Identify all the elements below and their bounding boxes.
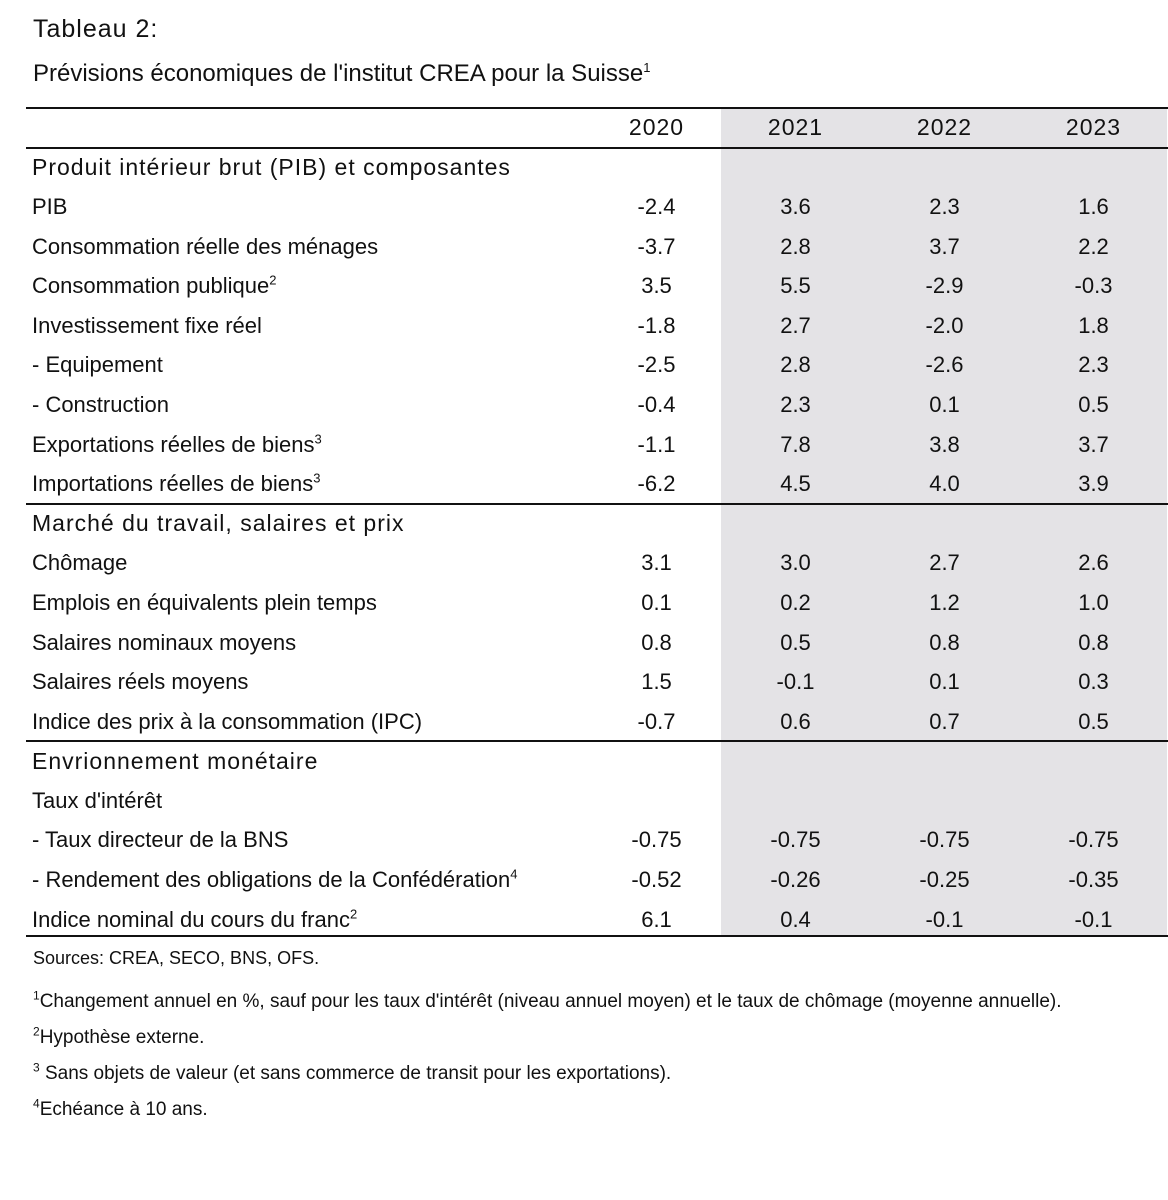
table-row [26, 227, 1168, 267]
row-label: Salaires réels moyens [32, 669, 249, 695]
value-cell: -0.75 [1068, 827, 1119, 853]
forecast-table [26, 108, 1168, 939]
value-cell: 2.7 [780, 312, 811, 338]
header-blank [26, 108, 592, 148]
row-label: Importations réelles de biens [32, 471, 314, 497]
row-label: Indice nominal du cours du franc [32, 906, 350, 932]
row-label: - Construction [32, 391, 169, 417]
section-heading: Envrionnement monétaire [32, 747, 319, 774]
sources-note: Sources: CREA, SECO, BNS, OFS. [33, 948, 320, 968]
table-row [26, 860, 1168, 900]
value-cell: 2.7 [929, 550, 960, 576]
value-cell: 2.8 [780, 352, 811, 378]
table-row [26, 544, 1168, 584]
value-cell [870, 781, 1019, 821]
value-cell: 2.3 [780, 391, 811, 417]
table-row [26, 702, 1168, 742]
value-cell: 4.5 [780, 471, 811, 497]
table-subtitle [33, 60, 650, 88]
value-cell: 1.2 [929, 589, 960, 615]
row-label: - Rendement des obligations de la Confédération [32, 867, 511, 893]
row-label-cell [26, 702, 592, 742]
row-label-cell [26, 860, 592, 900]
footnote [33, 1056, 1062, 1092]
row-label-cell [26, 781, 592, 821]
row-label: Emplois en équivalents plein temps [32, 589, 377, 615]
section-heading-row [26, 504, 1168, 544]
value-cell: 0.5 [1078, 391, 1109, 417]
row-label-cell [26, 821, 592, 861]
row-label: Indice des prix à la consommation (IPC) [32, 708, 423, 734]
value-cell: 0.6 [780, 708, 811, 734]
footnote [33, 984, 1062, 1020]
value-cell: -2.9 [925, 273, 964, 299]
value-cell: 0.5 [780, 629, 811, 655]
row-label-cell [26, 544, 592, 584]
footnote-ref: 3 [313, 470, 321, 486]
table-body [26, 148, 1168, 940]
value-cell: 7.8 [780, 431, 811, 457]
value-cell [592, 781, 721, 821]
value-cell: -0.75 [919, 827, 970, 853]
row-label-cell [26, 187, 592, 227]
row-label-cell [26, 900, 592, 940]
footnote-number: 4 [33, 1096, 40, 1111]
value-cell: -0.35 [1068, 867, 1119, 893]
table-row [26, 187, 1168, 227]
footnote [33, 1092, 1062, 1128]
value-cell: -2.6 [925, 352, 964, 378]
year-header: 2022 [916, 114, 973, 141]
value-cell: 2.3 [1078, 352, 1109, 378]
table-row [26, 662, 1168, 702]
value-cell: -0.25 [919, 867, 970, 893]
value-cell: 4.0 [929, 471, 960, 497]
value-cell: -0.7 [637, 708, 676, 734]
row-label: - Taux directeur de la BNS [32, 827, 289, 853]
section-heading: Produit intérieur brut (PIB) et composantes [32, 153, 511, 180]
value-cell: 0.4 [780, 906, 811, 932]
value-cell: 0.8 [1078, 629, 1109, 655]
table-row [26, 266, 1168, 306]
value-cell: 0.1 [929, 669, 960, 695]
footnote-text: Hypothèse externe. [39, 1027, 205, 1048]
row-label: Chômage [32, 550, 128, 576]
value-cell: 3.7 [1078, 431, 1109, 457]
value-cell: 0.7 [929, 708, 960, 734]
value-cell: -1.8 [637, 312, 676, 338]
row-label-cell [26, 346, 592, 386]
row-label: Taux d'intérêt [32, 787, 163, 813]
table-row [26, 583, 1168, 623]
value-cell [1019, 781, 1168, 821]
row-label: - Equipement [32, 352, 163, 378]
row-label-cell [26, 385, 592, 425]
value-cell: 3.5 [641, 273, 672, 299]
value-cell: -0.3 [1074, 273, 1113, 299]
value-cell: 0.1 [641, 589, 672, 615]
value-cell: 0.5 [1078, 708, 1109, 734]
table-row [26, 306, 1168, 346]
section-heading: Marché du travail, salaires et prix [32, 510, 405, 537]
footnote-number: 3 [33, 1060, 40, 1075]
row-label: Investissement fixe réel [32, 312, 262, 338]
value-cell: -2.4 [637, 193, 676, 219]
footnote-number: 2 [33, 1024, 40, 1039]
year-header-row [26, 108, 1168, 148]
table-row [26, 346, 1168, 386]
year-header: 2023 [1065, 114, 1122, 141]
footnote-ref: 4 [510, 866, 518, 882]
value-cell [721, 781, 870, 821]
value-cell: 2.3 [929, 193, 960, 219]
value-cell: 2.6 [1078, 550, 1109, 576]
value-cell: -0.75 [631, 827, 682, 853]
value-cell: -0.1 [776, 669, 815, 695]
value-cell: 3.9 [1078, 471, 1109, 497]
value-cell: -0.52 [631, 867, 682, 893]
table-row [26, 425, 1168, 465]
table-row [26, 464, 1168, 504]
footnote-ref: 2 [269, 272, 277, 288]
footnote-text: Sans objets de valeur (et sans commerce de transit pour les exportations). [39, 1063, 672, 1084]
value-cell: -2.0 [925, 312, 964, 338]
value-cell: 3.0 [780, 550, 811, 576]
year-header: 2020 [628, 114, 685, 141]
row-label-cell [26, 306, 592, 346]
value-cell: 0.8 [641, 629, 672, 655]
value-cell: 0.1 [929, 391, 960, 417]
value-cell: -0.75 [770, 827, 821, 853]
table-title: Tableau 2: [33, 15, 159, 43]
value-cell: 5.5 [780, 273, 811, 299]
row-label: Consommation réelle des ménages [32, 233, 379, 259]
row-label: PIB [32, 193, 68, 219]
row-label-cell [26, 425, 592, 465]
value-cell: 0.2 [780, 589, 811, 615]
footnote-ref: 3 [314, 431, 322, 447]
value-cell: 6.1 [641, 906, 672, 932]
value-cell: 2.8 [780, 233, 811, 259]
value-cell: -3.7 [637, 233, 676, 259]
row-label: Consommation publique [32, 273, 270, 299]
table-row [26, 385, 1168, 425]
value-cell: 1.6 [1078, 193, 1109, 219]
table-row [26, 900, 1168, 940]
value-cell: -6.2 [637, 471, 676, 497]
value-cell: -0.1 [925, 906, 964, 932]
footnote [33, 1020, 1062, 1056]
row-label-cell [26, 266, 592, 306]
value-cell: 0.8 [929, 629, 960, 655]
value-cell: 0.3 [1078, 669, 1109, 695]
footnote-text: Changement annuel en %, sauf pour les taux d'intérêt (niveau annuel moyen) et le taux de chômage (moyenne annuelle). [39, 991, 1062, 1012]
value-cell: 2.2 [1078, 233, 1109, 259]
footnotes [33, 984, 1062, 1128]
value-cell: -1.1 [637, 431, 676, 457]
footnote-ref: 2 [349, 906, 358, 922]
footnote-text: Echéance à 10 ans. [39, 1099, 208, 1120]
table-row [26, 821, 1168, 861]
value-cell: -0.4 [637, 391, 676, 417]
value-cell: 1.8 [1078, 312, 1109, 338]
value-cell: -2.5 [637, 352, 676, 378]
row-label: Exportations réelles de biens [32, 431, 315, 457]
row-label-cell [26, 662, 592, 702]
value-cell: 3.1 [641, 550, 672, 576]
value-cell: -0.1 [1074, 906, 1113, 932]
row-label: Salaires nominaux moyens [32, 629, 297, 655]
row-label-cell [26, 464, 592, 504]
table-row [26, 623, 1168, 663]
footnote-number: 1 [33, 988, 40, 1003]
value-cell: 3.7 [929, 233, 960, 259]
subtitle-text: Prévisions économiques de l'institut CREA pour la Suisse [33, 60, 644, 87]
section-heading-row [26, 148, 1168, 188]
subtitle-footnote-ref: 1 [643, 60, 651, 75]
value-cell: 3.8 [929, 431, 960, 457]
value-cell: 1.5 [641, 669, 672, 695]
value-cell: 3.6 [780, 193, 811, 219]
table-row [26, 781, 1168, 821]
row-label-cell [26, 623, 592, 663]
row-label-cell [26, 227, 592, 267]
value-cell: 1.0 [1078, 589, 1109, 615]
section-heading-row [26, 742, 1168, 782]
year-header: 2021 [767, 114, 824, 141]
value-cell: -0.26 [770, 867, 821, 893]
row-label-cell [26, 583, 592, 623]
